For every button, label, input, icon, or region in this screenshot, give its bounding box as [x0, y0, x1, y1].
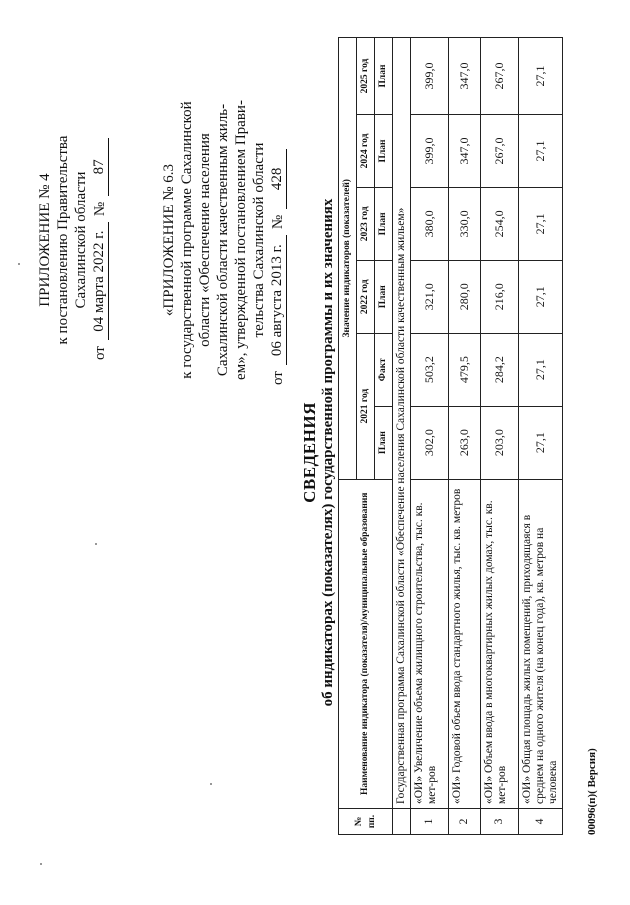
header-subcol: Факт [375, 333, 393, 406]
appendix-main-date-row [90, 120, 109, 360]
row-value: 27,1 [519, 38, 563, 115]
header-values: Значение индикаторов (показателей) [339, 38, 357, 480]
scan-speck [40, 863, 42, 865]
appendix-prev-line: к государственной программе Сахалинской [179, 101, 195, 379]
scan-speck [210, 783, 212, 785]
appendix-main-block [36, 120, 109, 360]
scan-speck [18, 263, 20, 265]
header-subcol: План [375, 115, 393, 188]
document-version-footer: 00096(п)( Версия) [586, 748, 598, 835]
header-year: 2021 год [357, 333, 375, 479]
header-subcol: План [375, 38, 393, 115]
row-indicator-name: «ОИ» Увеличение объема жилищного строительства, тыс. кв. мет-ров [411, 479, 449, 808]
document-heading [300, 0, 337, 905]
row-indicator-name: «ОИ» Объем ввода в многоквартирных жилых домах, тыс. кв. мет-ров [481, 479, 519, 808]
indicators-table [338, 37, 563, 835]
appendix-prev-number: 428 [268, 149, 287, 209]
table-row [519, 38, 563, 835]
heading-subtitle: об индикаторах (показателях) государственной программы и их значениях [320, 198, 336, 707]
row-value: 254,0 [481, 187, 519, 260]
row-number: 3 [481, 809, 519, 835]
row-value: 267,0 [481, 38, 519, 115]
row-number: 1 [411, 809, 449, 835]
appendix-main-from-label: от [92, 346, 108, 360]
appendix-prev-date-row [268, 95, 287, 385]
appendix-prev-line: области «Обеспечение населения [197, 133, 213, 347]
header-year: 2025 год [357, 38, 375, 115]
row-value: 321,0 [411, 260, 449, 333]
appendix-prev-line: ем», утвержденной постановлением Прави- [233, 100, 249, 380]
scan-speck [95, 543, 97, 545]
row-value: 330,0 [449, 187, 481, 260]
row-value: 280,0 [449, 260, 481, 333]
row-value: 203,0 [481, 406, 519, 479]
program-name: Государственная программа Сахалинской области «Обеспечение населения Сахалинской области качественным жильем» [393, 38, 411, 809]
appendix-main-date: 04 марта 2022 г. [90, 222, 109, 340]
appendix-main-title: ПРИЛОЖЕНИЕ № 4 [37, 173, 53, 307]
appendix-prev-from-label: от [270, 371, 286, 385]
row-value: 503,2 [411, 333, 449, 406]
appendix-prev-date: 06 августа 2013 г. [268, 235, 287, 365]
appendix-main-number: 87 [90, 138, 109, 196]
row-value: 216,0 [481, 260, 519, 333]
heading-title: СВЕДЕНИЯ [300, 402, 319, 503]
row-value: 479,5 [449, 333, 481, 406]
row-value: 347,0 [449, 38, 481, 115]
header-num: № пп. [339, 809, 393, 835]
header-year: 2024 год [357, 115, 375, 188]
row-value: 399,0 [411, 38, 449, 115]
table-row [449, 38, 481, 835]
row-value: 302,0 [411, 406, 449, 479]
table-header-row [339, 38, 357, 835]
header-year: 2022 год [357, 260, 375, 333]
header-year: 2023 год [357, 187, 375, 260]
table-program-row [393, 38, 411, 835]
row-value: 347,0 [449, 115, 481, 188]
header-subcol: План [375, 406, 393, 479]
row-value: 27,1 [519, 115, 563, 188]
row-value: 27,1 [519, 187, 563, 260]
table-row [481, 38, 519, 835]
appendix-prev-title: «ПРИЛОЖЕНИЕ № 6.3 [161, 163, 177, 317]
appendix-prev-num-label: № [270, 214, 286, 230]
header-subcol: План [375, 260, 393, 333]
appendix-previous-block [160, 95, 287, 385]
header-indicator-name: Наименование индикатора (показателя)/муниципальные образования [339, 479, 393, 808]
appendix-prev-line: тельства Сахалинской области [251, 142, 267, 338]
header-subcol: План [375, 187, 393, 260]
row-number: 4 [519, 809, 563, 835]
appendix-main-line2: Сахалинской области [73, 171, 89, 309]
row-value: 399,0 [411, 115, 449, 188]
row-value: 263,0 [449, 406, 481, 479]
row-value: 27,1 [519, 260, 563, 333]
appendix-main-num-label: № [92, 201, 108, 217]
row-indicator-name: «ОИ» Общая площадь жилых помещений, приходящаяся в среднем на одного жителя (на конец года), кв. метров на человека [519, 479, 563, 808]
row-value: 380,0 [411, 187, 449, 260]
row-indicator-name: «ОИ» Годовой объем ввода стандартного жилья, тыс. кв. метров [449, 479, 481, 808]
row-value: 27,1 [519, 406, 563, 479]
row-value: 284,2 [481, 333, 519, 406]
table-row [411, 38, 449, 835]
row-value: 27,1 [519, 333, 563, 406]
appendix-prev-line: Сахалинской области качественным жиль- [215, 103, 231, 377]
appendix-main-line1: к постановлению Правительства [55, 135, 71, 345]
row-number: 2 [449, 809, 481, 835]
row-value: 267,0 [481, 115, 519, 188]
